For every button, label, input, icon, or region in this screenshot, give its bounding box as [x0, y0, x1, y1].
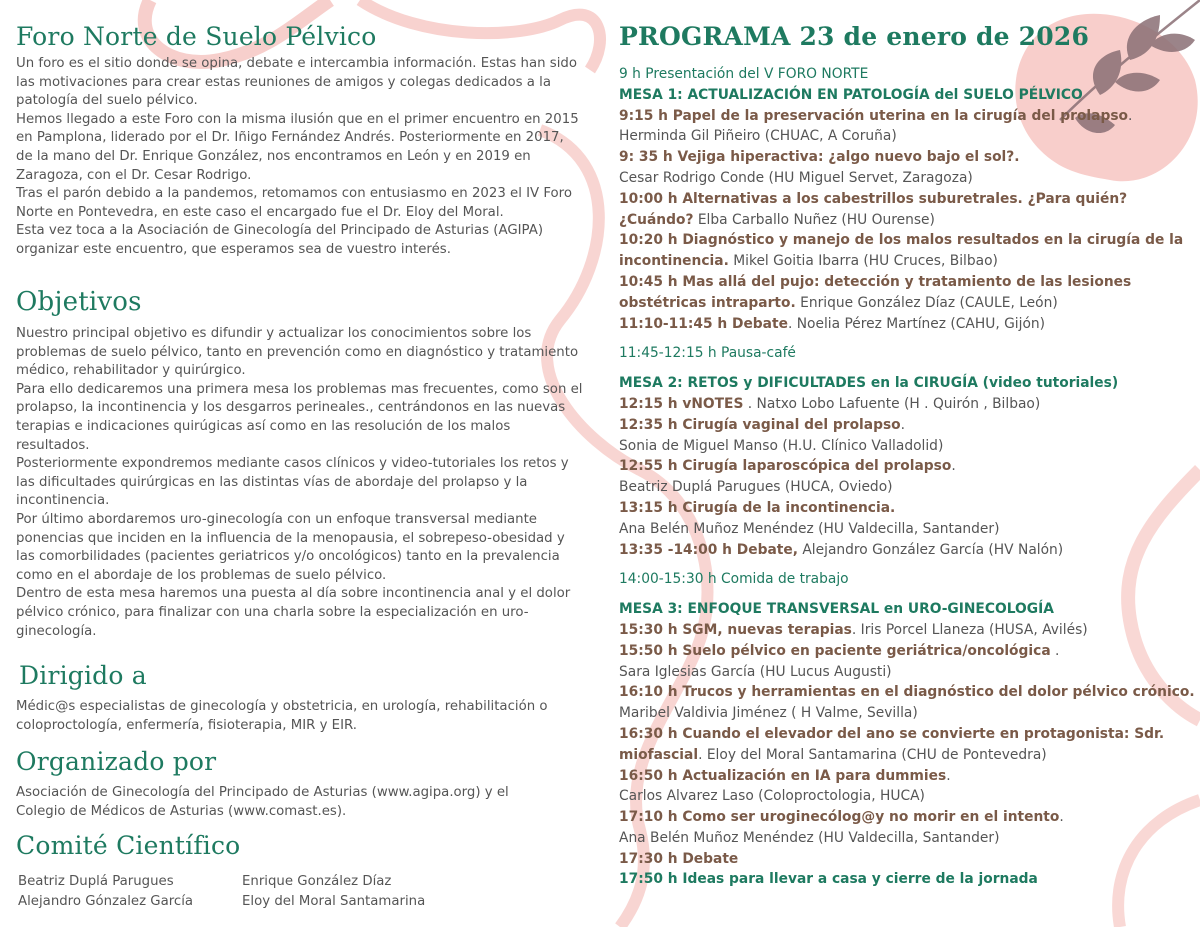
- speaker-line: Sara Iglesias García (HU Lucus Augusti): [619, 663, 892, 680]
- punct: .: [1059, 809, 1064, 826]
- comite-column-2: [242, 872, 425, 912]
- schedule-item: [619, 456, 1194, 477]
- punct: .: [1050, 642, 1060, 659]
- foro-paragraph: Tras el parón debido a la pandemos, retomamos con entusiasmo en 2023 el IV Foro Norte en Pontevedra, en este caso el encargado fue el Dr. Eloy del Moral.: [16, 186, 572, 220]
- talk-title: 9: 35 h Vejiga hiperactiva: ¿algo nuevo bajo el sol?.: [619, 149, 1020, 166]
- organizado-title: Organizado por: [16, 747, 217, 776]
- speaker-line: Ana Belén Muñoz Menéndez (HU Valdecilla, Santander): [619, 829, 1000, 846]
- comite-member: Enrique González Díaz: [242, 874, 392, 889]
- punct: .: [946, 767, 951, 784]
- spacer: [619, 334, 1194, 343]
- schedule-item: [619, 230, 1194, 272]
- talk-title: 12:55 h Cirugía laparoscópica del prolapso: [619, 458, 952, 475]
- comite-column-1: [18, 872, 242, 912]
- foro-title: Foro Norte de Suelo Pélvico: [16, 22, 377, 51]
- schedule-item: [619, 807, 1194, 828]
- talk-title: 16:30 h Cuando el elevador del ano se convierte en protagonista: Sdr. miofascial: [619, 725, 1165, 763]
- schedule-item: [619, 415, 1194, 436]
- schedule-item: [619, 540, 1194, 561]
- spacer: [619, 590, 1194, 599]
- organizado-paragraph: Asociación de Ginecología del Principado de Asturias (www.agipa.org) y el: [16, 785, 509, 800]
- schedule-item: [619, 498, 1194, 519]
- programa-schedule: [619, 64, 1194, 890]
- talk-title: 10:20 h Diagnóstico y manejo de los malos resultados en la cirugía de la incontinencia.: [619, 232, 1184, 270]
- talk-title: 10:00 h Alternativas a los cabestrillos suburetrales. ¿Para quién? ¿Cuándo?: [619, 190, 1128, 228]
- speaker-line: Carlos Alvarez Laso (Coloproctologia, HUCA): [619, 788, 925, 805]
- objetivos-paragraph: Dentro de esta mesa haremos una puesta al día sobre incontinencia anal y el dolor pélvico crónico, para finalizar con una charla sobre la especialización en uro-ginecología.: [16, 586, 571, 639]
- foro-paragraph: Esta vez toca a la Asociación de Ginecología del Principado de Asturias (AGIPA) organizar este encuentro, que esperamos sea de vuestro interés.: [16, 223, 544, 257]
- dirigido-text: [16, 698, 584, 735]
- spacer: [619, 364, 1194, 373]
- closing-item: 17:50 h Ideas para llevar a casa y cierre de la jornada: [619, 871, 1038, 888]
- speaker-name: . Eloy del Moral Santamarina (CHU de Pontevedra): [698, 746, 1047, 763]
- talk-title: 12:15 h vNOTES: [619, 395, 744, 412]
- talk-title: 10:45 h Mas allá del pujo: detección y tratamiento de las lesiones obstétricas intraparto.: [619, 273, 1132, 311]
- schedule-item: [619, 314, 1194, 335]
- foro-paragraph: Un foro es el sitio donde se opina, debate e intercambia información. Estas han sido las motivaciones para crear estas reuniones de amigos y colegas dedicados a la patología del suelo pélvico.: [16, 56, 577, 109]
- speaker-name: . Noelia Pérez Martínez (CAHU, Gijón): [787, 315, 1046, 332]
- talk-title: 11:10-11:45 h Debate: [619, 315, 788, 332]
- schedule-item: [619, 147, 1194, 168]
- speaker-line: Beatriz Duplá Parugues (HUCA, Oviedo): [619, 479, 893, 496]
- dirigido-title: Dirigido a: [19, 661, 147, 690]
- speaker-name: . Iris Porcel Llaneza (HUSA, Avilés): [851, 621, 1088, 638]
- mesa3-title: MESA 3: ENFOQUE TRANSVERSAL en URO-GINECOLOGÍA: [619, 601, 1054, 618]
- talk-title: 16:10 h Trucos y herramientas en el diagnóstico del dolor pélvico crónico.: [619, 684, 1195, 701]
- punct: .: [1128, 107, 1133, 124]
- comite-member: Beatriz Duplá Parugues: [18, 874, 174, 889]
- pausa-item: 11:45-12:15 h Pausa-café: [619, 345, 796, 362]
- schedule-item: [619, 682, 1194, 703]
- talk-title: 16:50 h Actualización en IA para dummies: [619, 767, 947, 784]
- speaker-name: Elba Carballo Nuñez (HU Ourense): [693, 211, 935, 228]
- mesa1-title: MESA 1: ACTUALIZACIÓN EN PATOLOGÍA del SUELO PÉLVICO: [619, 86, 1083, 103]
- speaker-line: Maribel Valdivia Jiménez ( H Valme, Sevilla): [619, 705, 918, 722]
- talk-title: 13:15 h Cirugía de la incontinencia.: [619, 499, 896, 516]
- organizado-text: [16, 784, 584, 821]
- speaker-line: Sonia de Miguel Manso (H.U. Clínico Valladolid): [619, 437, 944, 454]
- talk-title: 17:10 h Como ser uroginecólog@y no morir en el intento: [619, 809, 1060, 826]
- schedule-item: [619, 641, 1194, 662]
- foro-paragraph: Hemos llegado a este Foro con la misma ilusión que en el primer encuentro en 2015 en Pamplona, liderado por el Dr. Iñigo Fernández Andrés. Posteriormente en 2017, de la mano del Dr. Enrique González, nos encontramos en León y en 2019 en Zaragoza, con el Dr. Cesar Rodrigo.: [16, 111, 579, 183]
- objetivos-paragraph: Posteriormente expondremos mediante casos clínicos y video-tutoriales los retos y las dificultades quirúrgicas en las distintas vías de abordaje del prolapso y la incontinencia.: [16, 456, 569, 509]
- punct: .: [951, 458, 956, 475]
- schedule-item: [619, 849, 1194, 870]
- schedule-item: [619, 620, 1194, 641]
- schedule-item: [619, 766, 1194, 787]
- objetivos-paragraph: Nuestro principal objetivo es difundir y actualizar los conocimientos sobre los problemas de suelo pélvico, tanto en prevención como en diagnóstico y tratamiento médico, rehabilitador y quirúrgico.: [16, 326, 579, 379]
- spacer: [619, 560, 1194, 569]
- presentacion-item: 9 h Presentación del V FORO NORTE: [619, 66, 869, 82]
- speaker-name: Enrique González Díaz (CAULE, León): [795, 294, 1058, 311]
- comida-item: 14:00-15:30 h Comida de trabajo: [619, 571, 849, 588]
- objetivos-paragraph: Para ello dedicaremos una primera mesa los problemas mas frecuentes, como son el prolapso, la incontinencia y los desgarros perineales., centrándonos en las nuevas terapias e indicaciones quirúgicas así como en las resolución de los malos resultados.: [16, 381, 583, 453]
- comite-members: [18, 872, 425, 912]
- schedule-item: [619, 189, 1194, 231]
- talk-title: 12:35 h Cirugía vaginal del prolapso: [619, 416, 901, 433]
- speaker-line: Cesar Rodrigo Conde (HU Miguel Servet, Zaragoza): [619, 169, 973, 186]
- dirigido-paragraph: Médic@s especialistas de ginecología y obstetricia, en urología, rehabilitación o coloproctología, enfermería, fisioterapia, MIR y EIR.: [16, 699, 548, 733]
- objetivos-title: Objetivos: [16, 287, 142, 317]
- objetivos-paragraph: Por último abordaremos uro-ginecología con un enfoque transversal mediante ponencias que inciden en la influencia de la menopausia, el sobrepeso-obesidad y las comorbilidades (pacientes geriatricos y/o oncológicos) tanto en la prevalencia como en el abordaje de los problemas de suelo pélvico.: [16, 511, 565, 583]
- organizado-paragraph: Colegio de Médicos de Asturias (www.comast.es).: [16, 803, 347, 819]
- schedule-item: [619, 724, 1194, 766]
- talk-title: 15:50 h Suelo pélvico en paciente geriátrica/oncológica: [619, 642, 1051, 659]
- talk-title: 13:35 -14:00 h Debate,: [619, 541, 798, 558]
- speaker-name: Mikel Goitia Ibarra (HU Cruces, Bilbao): [728, 253, 998, 270]
- schedule-item: [619, 394, 1194, 415]
- talk-title: 17:30 h Debate: [619, 850, 739, 867]
- schedule-item: [619, 106, 1194, 127]
- punct: .: [900, 416, 906, 433]
- speaker-name: . Natxo Lobo Lafuente (H . Quirón , Bilbao): [743, 395, 1041, 412]
- objetivos-text: [16, 325, 584, 641]
- comite-member: Alejandro Gónzalez García: [18, 894, 194, 909]
- talk-title: 15:30 h SGM, nuevas terapias: [619, 621, 852, 638]
- schedule-item: [619, 272, 1194, 314]
- talk-title: 9:15 h Papel de la preservación uterina en la cirugía del prolapso: [619, 107, 1129, 124]
- programa-title: PROGRAMA 23 de enero de 2026: [619, 22, 1090, 51]
- comite-member: Eloy del Moral Santamarina: [242, 894, 426, 909]
- speaker-name: Alejandro González García (HV Nalón): [797, 541, 1064, 558]
- speaker-line: Herminda Gil Piñeiro (CHUAC, A Coruña): [619, 128, 897, 145]
- foro-intro: [16, 55, 584, 260]
- mesa2-title: MESA 2: RETOS y DIFICULTADES en la CIRUGÍA (video tutoriales): [619, 375, 1119, 392]
- comite-title: Comité Científico: [16, 831, 241, 860]
- speaker-line: Ana Belén Muñoz Menéndez (HU Valdecilla, Santander): [619, 520, 1000, 537]
